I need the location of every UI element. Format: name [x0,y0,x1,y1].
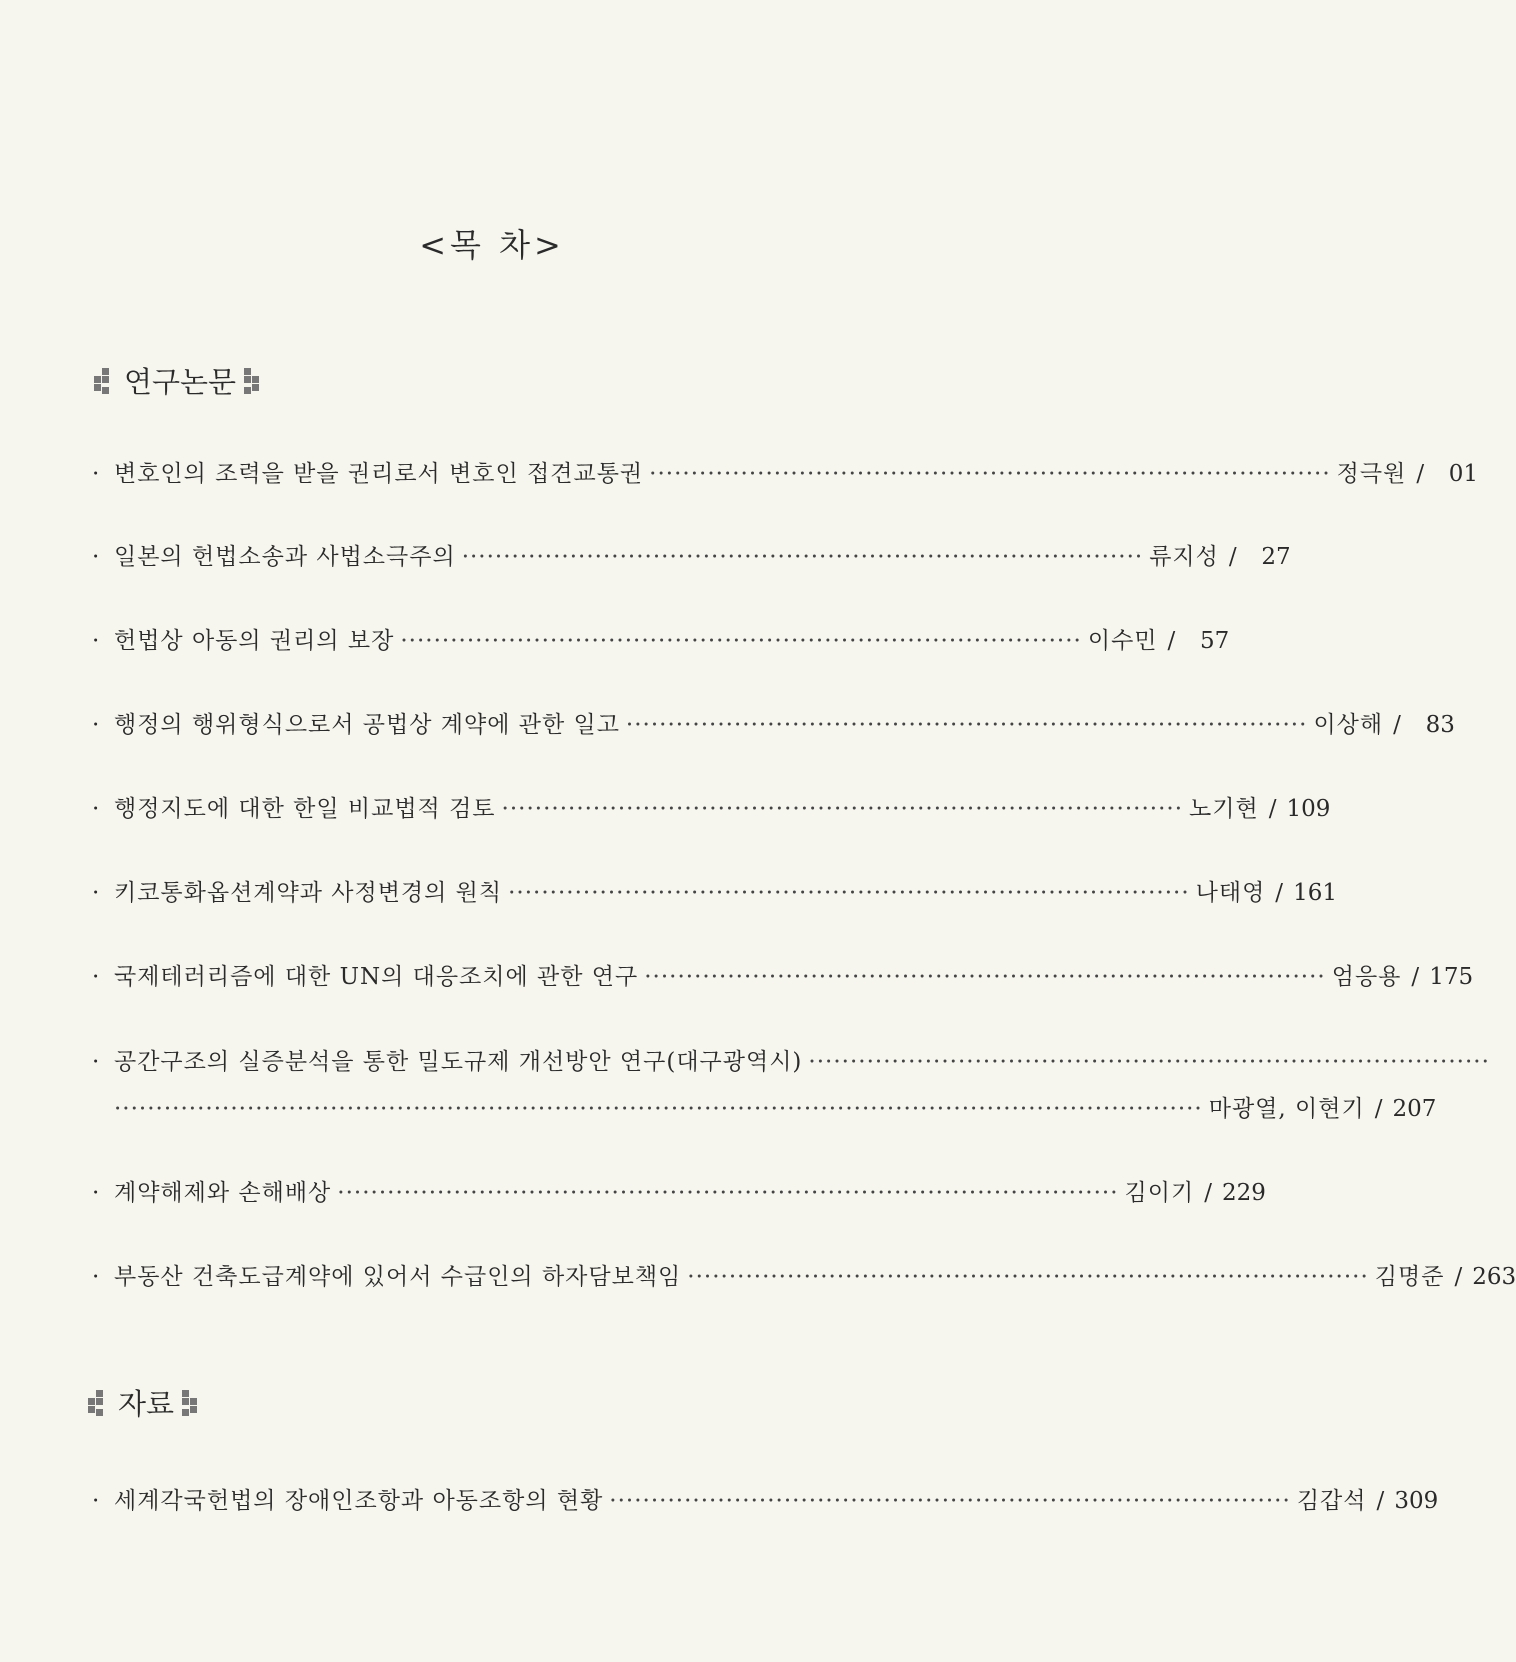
toc-entry[interactable] [92,1482,1439,1515]
ornament-left-icon [88,1390,110,1416]
entry-page: 109 [1286,796,1331,822]
entry-page: 263 [1472,1264,1516,1290]
leader-dots: ·················································································· [501,796,1184,822]
toc-entry[interactable] [92,1043,1490,1076]
toc-entry-continuation[interactable] [92,1090,1437,1123]
entry-title: 행정의 행위형식으로서 공법상 계약에 관한 일고 [114,712,620,738]
section-heading-materials [80,1382,212,1423]
bullet: · [92,628,100,654]
bullet: · [92,796,100,822]
entry-page: 83 [1425,712,1455,738]
toc-entry[interactable] [92,455,1479,488]
entry-title: 공간구조의 실증분석을 통한 밀도규제 개선방안 연구(대구광역시) [114,1049,803,1075]
bullet: · [92,964,100,990]
leader-dots: ·················································································· [687,1264,1369,1290]
entry-title: 부동산 건축도급계약에 있어서 수급인의 하자담보책임 [114,1264,682,1290]
leader-dots: ······························································································ [337,1180,1119,1206]
entry-title: 행정지도에 대한 한일 비교법적 검토 [114,796,496,822]
entry-author: 김이기 [1124,1180,1195,1206]
entry-page: 57 [1199,628,1230,654]
toc-entry[interactable] [92,706,1455,739]
bullet: · [92,1488,100,1514]
ornament-left-icon [94,368,116,394]
entry-page: 309 [1394,1488,1439,1514]
slash: / [1275,880,1284,906]
toc-entry[interactable] [92,958,1474,991]
entry-author: 이상해 [1313,712,1384,738]
slash: / [1204,1180,1212,1206]
entry-author: 김명준 [1374,1264,1445,1290]
bullet: · [92,880,100,906]
toc-entry[interactable] [92,538,1291,571]
entry-title: 계약해제와 손해배상 [114,1180,332,1206]
entry-page: 207 [1392,1096,1437,1122]
bullet: · [92,1264,100,1290]
leader-dots: ·················································································· [808,1049,1490,1075]
toc-entry[interactable] [92,874,1338,907]
section-heading-research [86,360,274,401]
leader-dots: ·················································································· [609,1488,1291,1514]
leader-dots: ·················································································· [461,544,1144,570]
slash: / [1411,964,1420,990]
toc-entry[interactable] [92,1258,1516,1291]
section-label: 자료 [118,1387,175,1421]
toc-entry[interactable] [92,622,1230,655]
leader-dots: ··································································································································· [114,1096,1203,1122]
entry-title: 변호인의 조력을 받을 권리로서 변호인 접견교통권 [114,461,644,487]
slash: / [1268,796,1277,822]
bullet: · [92,544,100,570]
toc-entry[interactable] [92,790,1331,823]
bullet: · [92,712,100,738]
slash: / [1416,461,1425,487]
bullet: · [92,461,100,487]
entry-author: 나태영 [1195,880,1266,906]
leader-dots: ·················································································· [625,712,1308,738]
toc-entry[interactable] [92,1174,1266,1207]
slash: / [1376,1488,1385,1514]
entry-title: 국제테러리즘에 대한 UN의 대응조치에 관한 연구 [114,964,639,990]
leader-dots: ·················································································· [644,964,1326,990]
leader-dots: ·················································································· [400,628,1082,654]
slash: / [1167,628,1176,654]
entry-author: 노기현 [1189,796,1259,822]
ornament-right-icon [182,1390,204,1416]
page-title: <목 차> [419,226,565,264]
entry-page: 01 [1448,461,1479,487]
section-label: 연구논문 [124,365,237,399]
entry-author: 김갑석 [1296,1488,1367,1514]
entry-author: 류지성 [1149,544,1219,570]
slash: / [1228,544,1237,570]
entry-author: 엄응용 [1331,964,1402,990]
bullet: · [92,1049,100,1075]
slash: / [1393,712,1401,738]
entry-title: 일본의 헌법소송과 사법소극주의 [114,544,456,570]
entry-page: 229 [1222,1180,1266,1206]
ornament-right-icon [244,368,266,394]
leader-dots: ·················································································· [508,880,1190,906]
entry-page: 161 [1293,880,1338,906]
slash: / [1374,1096,1383,1122]
entry-page: 27 [1261,544,1291,570]
entry-title: 헌법상 아동의 권리의 보장 [114,628,395,654]
entry-author: 이수민 [1087,628,1158,654]
entry-title: 세계각국헌법의 장애인조항과 아동조항의 현황 [114,1488,604,1514]
entry-page: 175 [1429,964,1474,990]
bullet: · [92,1180,100,1206]
slash: / [1454,1264,1463,1290]
entry-author: 정극원 [1336,461,1407,487]
leader-dots: ·················································································· [649,461,1331,487]
entry-author: 마광열, 이현기 [1208,1096,1365,1122]
entry-title: 키코통화옵션계약과 사정변경의 원칙 [114,880,503,906]
